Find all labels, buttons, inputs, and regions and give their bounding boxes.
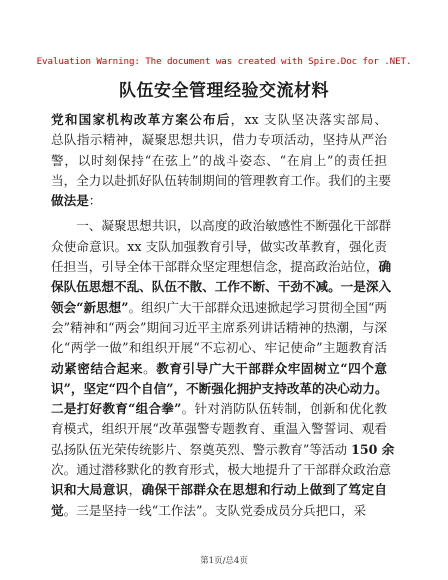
- text-run: 。: [143, 360, 157, 376]
- text-line: [51, 399, 387, 419]
- bold-text-run: 150 余: [351, 441, 395, 457]
- text-run: 一、凝聚思想共识，以高度的政治敏感性不断强化干部群: [51, 218, 392, 234]
- text-run: 化“两学一做”和组织开展“不忘初心、牢记使命”主题教育活: [51, 340, 387, 356]
- text-line: [51, 338, 387, 358]
- text-run: 弘扬队伍光荣传统影片、祭奠英烈、警示教育”等活动: [51, 441, 352, 457]
- text-run: 。组织广大干部群众迅速掀起学习贯彻全国“两: [128, 299, 387, 315]
- text-run: 任担当，引导全体干部群众坚定理想信念，提高政治站位，: [51, 259, 379, 275]
- document-body: [51, 110, 395, 521]
- text-line: [51, 191, 387, 211]
- text-run: 当，全力以赴抓好队伍转制期间的管理教育工作。我们的主要: [51, 172, 392, 188]
- evaluation-watermark: Evaluation Warning: The document was created with Spire.Doc for .NET.: [36, 56, 412, 67]
- bold-text-run: 识”，坚定“四个自信”，不断强化拥护支持改革的决心动力。: [51, 380, 388, 396]
- bold-text-run: 识和大局意识: [51, 482, 129, 498]
- text-line: [51, 298, 387, 318]
- bold-text-run: 保队伍思想不乱、队伍不散、工作不断、干劲不减。一是深入: [51, 279, 392, 295]
- bold-text-run: 党和国家机构改革方案公布后: [51, 112, 231, 127]
- text-run: 会”精神和“两会”期间习近平主席系列讲话精神的热潮，与深: [51, 319, 387, 335]
- text-line: [51, 216, 392, 236]
- bold-text-run: 动紧密结合起来: [51, 360, 144, 376]
- bold-text-run: 做法是: [51, 193, 89, 209]
- text-line: [51, 318, 387, 338]
- text-run: 育模式，组织开展“改革强警专题教育、重温入警誓词、观看: [51, 421, 387, 437]
- text-line: [51, 151, 387, 171]
- text-run: 总队指示精神，凝聚思想共识，借力专项活动，坚持从严治: [51, 132, 387, 148]
- text-run: ：: [88, 193, 102, 209]
- text-run: 。三是坚持一线“工作法”。支队党委成员分兵把口，采: [63, 502, 367, 518]
- text-line: [51, 359, 387, 379]
- text-line: [51, 171, 392, 191]
- text-line: [51, 419, 387, 439]
- text-line: [51, 501, 387, 521]
- text-line: [51, 257, 392, 277]
- text-line: [51, 440, 395, 460]
- text-run: ，: [128, 482, 142, 498]
- text-run: 警，以时刻保持“在弦上”的战斗姿态、“在肩上”的责任担: [51, 152, 387, 168]
- document-title: 队伍安全管理经验交流材料: [119, 81, 329, 101]
- text-run: 众使命意识。xx 支队加强教育引导，做实改革教育，强化责: [51, 238, 387, 254]
- paragraph-section-one: [51, 216, 395, 520]
- bold-text-run: 领会“新思想”: [51, 299, 129, 315]
- bold-text-run: 二是打好教育“组合拳”: [51, 401, 182, 417]
- text-line: [51, 460, 392, 480]
- bold-text-run: 觉: [51, 502, 64, 518]
- text-run: ，xx 支队坚决落实部局、: [230, 112, 387, 127]
- bold-text-run: 教育引导广大干部群众牢固树立“四个意: [156, 360, 388, 376]
- text-line: [51, 110, 387, 130]
- text-line: [51, 277, 392, 297]
- text-run: 次。通过潜移默化的教育形式，极大地提升了干部群众政治意: [51, 462, 392, 478]
- text-line: [51, 237, 387, 257]
- paragraph-intro: [51, 110, 392, 211]
- text-line: [51, 130, 387, 150]
- bold-text-run: 确保干部群众在思想和行动上做到了笃定自: [141, 482, 388, 498]
- text-line: [51, 480, 387, 500]
- text-line: [51, 379, 387, 399]
- page-footer: 第1页/总4页: [200, 556, 248, 566]
- bold-text-run: 确: [378, 259, 392, 275]
- text-run: 。针对消防队伍转制，创新和优化教: [181, 401, 388, 417]
